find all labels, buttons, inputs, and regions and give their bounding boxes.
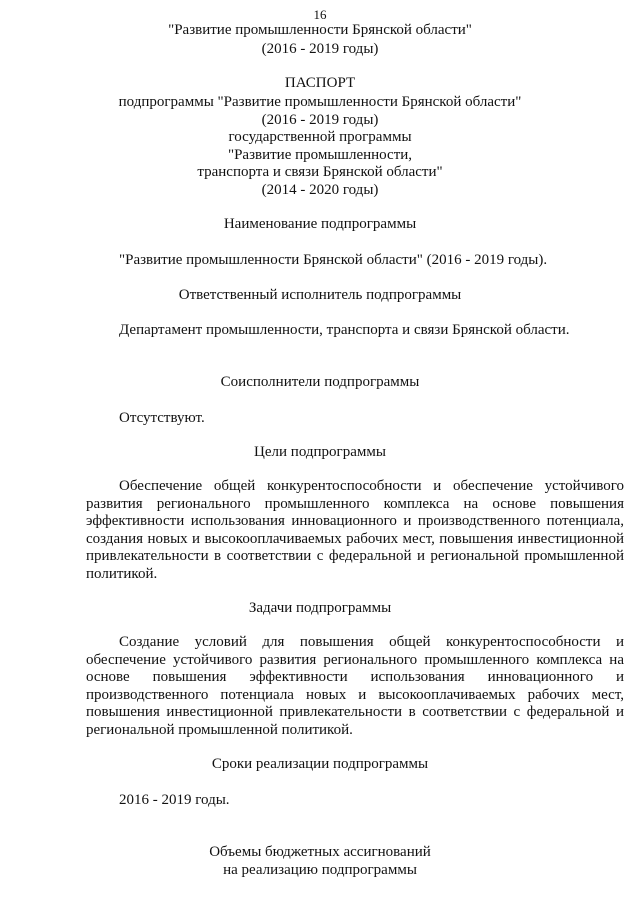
passport-title: ПАСПОРТ (284, 75, 356, 91)
section-heading-coexecutors: Соисполнители подпрограммы (220, 374, 420, 390)
tasks-line: региональной промышленной политикой. (86, 722, 353, 738)
passport-line: "Развитие промышленности, (227, 147, 413, 163)
subprogram-name-text: "Развитие промышленности Брянской области" (2016 - 2019 годы). (119, 252, 548, 268)
passport-line: подпрограммы "Развитие промышленности Брянской области" (118, 94, 522, 110)
page-number: 16 (313, 7, 327, 22)
passport-line: (2014 - 2020 годы) (261, 182, 379, 198)
tasks-line: производственного потенциала новых и высокооплачиваемых рабочих мест, (86, 687, 624, 703)
tasks-line: Создание условий для повышения общей конкурентоспособности и (119, 634, 624, 650)
executor-text: Департамент промышленности, транспорта и связи Брянской области. (119, 322, 570, 338)
section-heading-budget-line2: на реализацию подпрограммы (223, 862, 417, 878)
section-heading-name: Наименование подпрограммы (223, 216, 417, 232)
section-heading-terms: Сроки реализации подпрограммы (211, 756, 429, 772)
goals-line: политикой. (86, 566, 158, 582)
goals-line: развития регионального промышленного комплекса на основе повышения (86, 496, 624, 512)
coexecutors-text: Отсутствуют. (119, 410, 205, 426)
goals-line: привлекательности в соответствии с федеральной и региональной промышленной (86, 548, 624, 564)
section-heading-goals: Цели подпрограммы (254, 444, 386, 460)
section-heading-executor: Ответственный исполнитель подпрограммы (178, 287, 462, 303)
goals-line: создания новых и высокооплачиваемых рабочих мест, повышения инвестиционной (86, 531, 624, 547)
goals-line: Обеспечение общей конкурентоспособности и обеспечение устойчивого (119, 478, 624, 494)
header-title: "Развитие промышленности Брянской области" (168, 22, 472, 38)
tasks-line: основе повышения эффективности использования инновационного и (86, 669, 624, 685)
section-heading-budget: Объемы бюджетных ассигнований (209, 844, 431, 860)
tasks-line: обеспечение устойчивого развития регионального промышленного комплекса на (86, 652, 624, 668)
section-heading-tasks: Задачи подпрограммы (248, 600, 392, 616)
terms-text: 2016 - 2019 годы. (119, 792, 230, 808)
passport-line: транспорта и связи Брянской области" (197, 164, 443, 180)
tasks-line: повышения инвестиционной привлекательности в соответствии с федеральной и (86, 704, 624, 720)
goals-line: эффективности использования инновационного и производственного потенциала, (86, 513, 624, 529)
passport-line: (2016 - 2019 годы) (261, 112, 379, 128)
passport-line: государственной программы (228, 129, 412, 145)
header-years: (2016 - 2019 годы) (261, 41, 379, 57)
